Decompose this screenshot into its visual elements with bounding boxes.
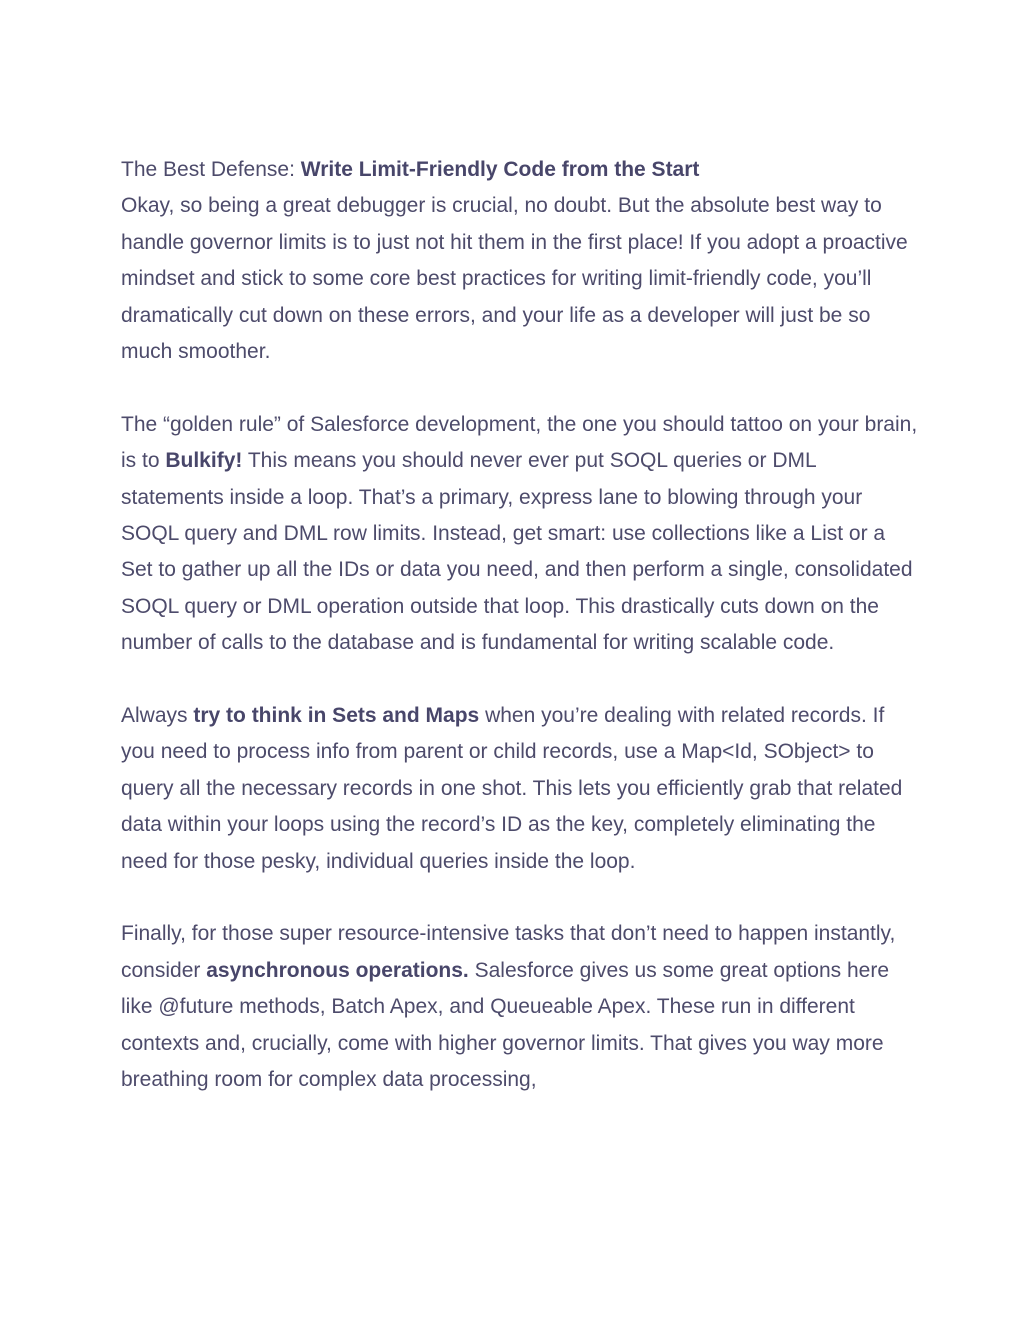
bulkify-before: The “golden rule” of Salesforce development, the one you should tattoo on your brain, is to [121, 412, 918, 473]
bulkify-after: This means you should never ever put SOQL queries or DML statements inside a loop. That’s a primary, express lane to blowing through your SOQL query and DML row limits. Instead, get smart: use collections like a List or a Set to gather up all the IDs or data you need, and then perform a single, consolidated SOQL query or DML operation outside that loop. This drastically cuts down on the number of calls to the database and is fundamental for writing scalable code. [121, 449, 913, 655]
async-paragraph [121, 916, 921, 1098]
heading-bold: Write Limit-Friendly Code from the Start [300, 158, 700, 181]
sets-maps-after: when you’re dealing with related records. If you need to process info from parent or child records, use a Map<Id, SObject> to query all the necessary records in one shot. This lets you efficiently grab that related data within your loops using the record’s ID as the key, completely eliminating the need for those pesky, individual queries inside the loop. [121, 704, 903, 873]
sets-maps-paragraph [121, 698, 921, 880]
heading-prefix: The Best Defense: [121, 158, 301, 181]
bulkify-bold: Bulkify! [165, 449, 243, 473]
async-bold: asynchronous operations. [206, 958, 469, 982]
bulkify-paragraph [121, 407, 921, 662]
sets-maps-bold: try to think in Sets and Maps [193, 704, 480, 728]
async-before: Finally, for those super resource-intensive tasks that don’t need to happen instantly, consider [121, 922, 896, 982]
intro-paragraph: Okay, so being a great debugger is crucial, no doubt. But the absolute best way to handle governor limits is to just not hit them in the first place! If you adopt a proactive mindset and stick to some core best practices for writing limit-friendly code, you’ll dramatically cut down on these errors, and your life as a developer will just be so much smoother. [121, 194, 908, 364]
async-after: Salesforce gives us some great options here like @future methods, Batch Apex, and Queueable Apex. These run in different contexts and, crucially, come with higher governor limits. That gives you way more breathing room for complex data processing, [121, 958, 890, 1092]
document-body [121, 152, 921, 1099]
section-heading [121, 152, 921, 188]
sets-maps-before: Always [121, 704, 194, 728]
